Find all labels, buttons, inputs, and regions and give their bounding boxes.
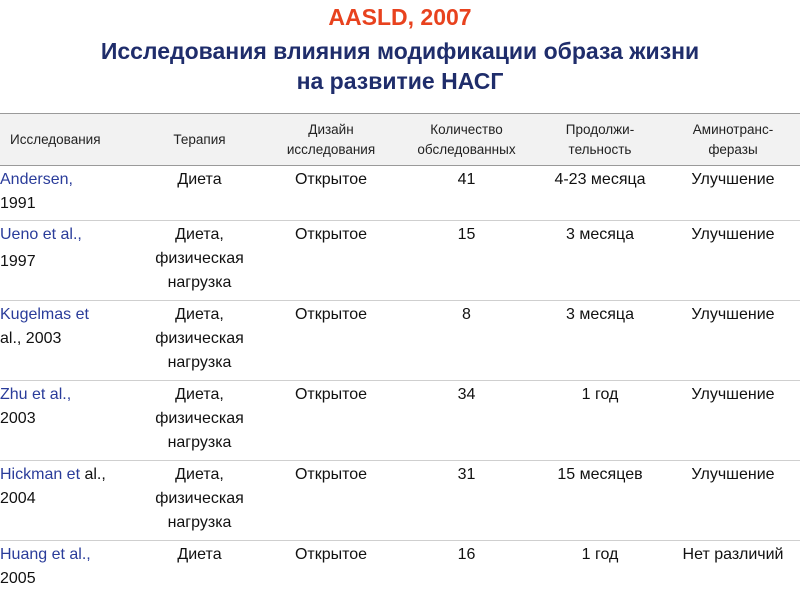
duration-cell: 3 месяца	[534, 301, 666, 381]
study-cell: Ueno et al., 1997	[0, 221, 136, 301]
col-header-design: Дизайн исследования	[263, 114, 399, 166]
study-cell: Kugelmas et al., 2003	[0, 301, 136, 381]
aminotransferases-cell: Улучшение	[666, 381, 800, 461]
table-row	[0, 541, 800, 596]
count-cell: 41	[399, 166, 534, 221]
study-cell: Hickman et al., 2004	[0, 461, 136, 541]
subtitle-line-2: на развитие НАСГ	[296, 68, 504, 94]
slide-subtitle	[0, 36, 800, 96]
count-cell: 16	[457, 546, 476, 563]
aminotransferases-cell: Улучшение	[666, 461, 800, 541]
subtitle-line-1: Исследования влияния модификации образа жизни	[100, 38, 700, 64]
table-row	[0, 461, 800, 541]
design-cell: Открытое	[294, 546, 368, 563]
col-header-aminotransferases: Аминотранс- феразы	[666, 114, 800, 166]
slide-title: AASLD, 2007	[328, 4, 472, 30]
therapy-cell: Диета	[136, 166, 263, 221]
count-cell: 15	[399, 221, 534, 301]
count-cell: 31	[399, 461, 534, 541]
studies-table	[0, 113, 800, 596]
design-cell: Открытое	[263, 381, 399, 461]
duration-cell: 3 месяца	[534, 221, 666, 301]
design-cell: Открытое	[263, 221, 399, 301]
table-row	[0, 301, 800, 381]
duration-cell: 4-23 месяца	[534, 166, 666, 221]
aminotransferases-cell: Улучшение	[666, 301, 800, 381]
duration-cell: 1 год	[534, 381, 666, 461]
aminotransferases-cell: Улучшение	[666, 221, 800, 301]
table-header-row	[0, 114, 800, 166]
design-cell: Открытое	[263, 301, 399, 381]
design-cell: Открытое	[263, 461, 399, 541]
aminotransferases-cell: Нет различий	[682, 546, 784, 563]
col-header-study: Исследования	[0, 114, 136, 166]
design-cell: Открытое	[263, 166, 399, 221]
study-cell: Zhu et al., 2003	[0, 381, 136, 461]
therapy-cell: Диета, физическая нагрузка	[136, 381, 263, 461]
count-cell: 8	[399, 301, 534, 381]
study-cell: Andersen, 1991	[0, 166, 136, 221]
study-cell: Huang et al., 2005	[0, 546, 91, 587]
count-cell: 34	[399, 381, 534, 461]
table-row	[0, 381, 800, 461]
table-row	[0, 166, 800, 221]
col-header-therapy: Терапия	[136, 114, 263, 166]
aminotransferases-cell: Улучшение	[666, 166, 800, 221]
therapy-cell: Диета, физическая нагрузка	[136, 461, 263, 541]
col-header-count: Количество обследованных	[399, 114, 534, 166]
duration-cell: 15 месяцев	[534, 461, 666, 541]
duration-cell: 1 год	[581, 546, 619, 563]
therapy-cell: Диета, физическая нагрузка	[136, 221, 263, 301]
therapy-cell: Диета	[177, 546, 222, 563]
therapy-cell: Диета, физическая нагрузка	[136, 301, 263, 381]
table-row	[0, 221, 800, 301]
col-header-duration: Продолжи- тельность	[534, 114, 666, 166]
